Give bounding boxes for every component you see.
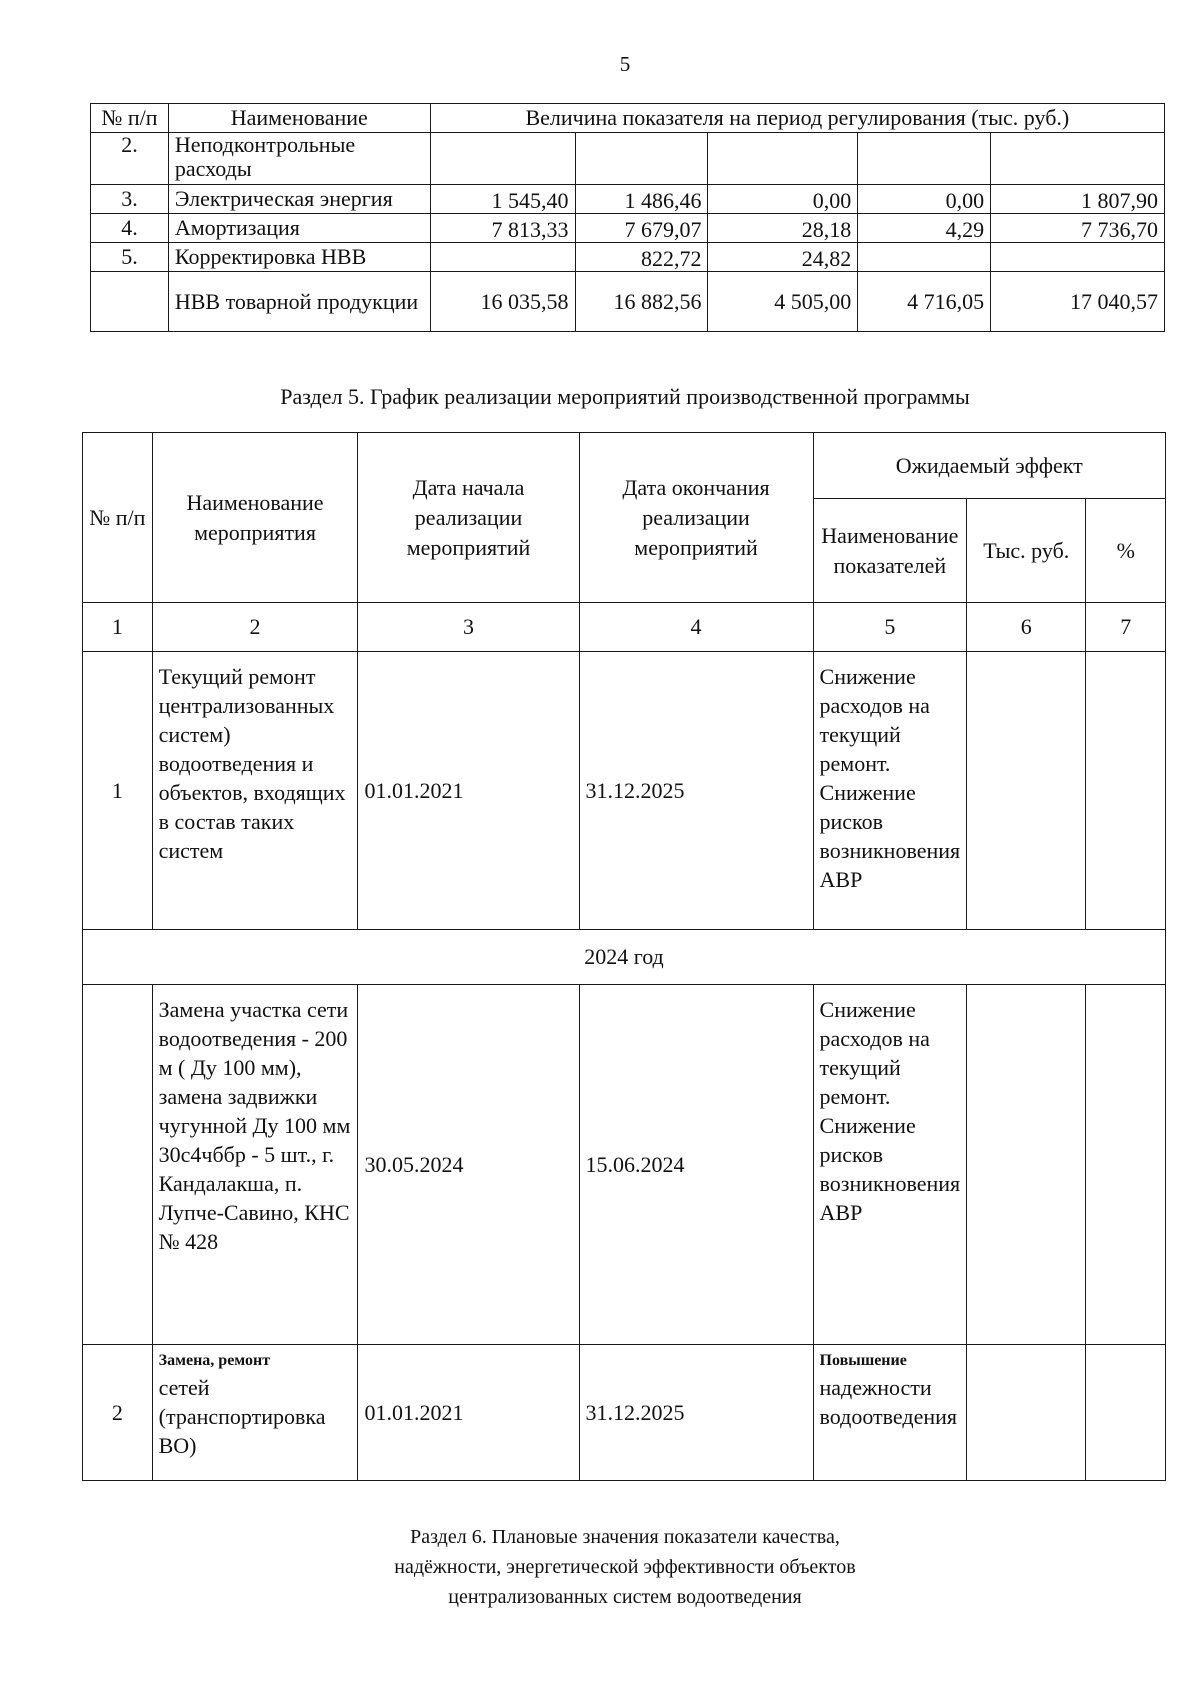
start-date: 01.01.2021 xyxy=(358,1345,579,1481)
cell: 4,29 xyxy=(858,214,991,243)
cell: 7 736,70 xyxy=(991,214,1165,243)
cell: 4 505,00 xyxy=(708,272,858,332)
year-label: 2024 год xyxy=(83,930,1166,985)
row-name: НВВ товарной продукции xyxy=(168,272,430,332)
end-date: 31.12.2025 xyxy=(579,652,813,930)
table-row xyxy=(91,185,1165,214)
row-num: 2. xyxy=(91,133,169,185)
activity-name-first-line: Замена, ремонт xyxy=(158,1352,271,1369)
index-cell: 4 xyxy=(579,603,813,652)
activity-name xyxy=(152,1345,358,1481)
col-header-effect-pct: % xyxy=(1086,499,1166,603)
cell: 7 679,07 xyxy=(575,214,708,243)
section6-line: централизованных систем водоотведения xyxy=(448,1586,802,1608)
header-row-1 xyxy=(83,433,1166,499)
index-cell: 3 xyxy=(358,603,579,652)
header-num: № п/п xyxy=(91,104,169,133)
effect-name xyxy=(813,1345,967,1481)
end-date: 31.12.2025 xyxy=(579,1345,813,1481)
cell: 16 035,58 xyxy=(430,272,575,332)
cell: 1 486,46 xyxy=(575,185,708,214)
section6-line: Раздел 6. Плановые значения показатели качества, xyxy=(410,1526,840,1548)
cell: 4 716,05 xyxy=(858,272,991,332)
effect-pct xyxy=(1086,652,1166,930)
cell: 1 807,90 xyxy=(991,185,1165,214)
activity-name-rest: сетей (транспортировка ВО) xyxy=(158,1375,326,1458)
header-value: Величина показателя на период регулирования (тыс. руб.) xyxy=(430,104,1164,133)
col-header-start: Дата начала реализации мероприятий xyxy=(358,433,579,603)
financial-table xyxy=(90,103,1165,332)
row-num: 5. xyxy=(91,243,169,272)
activity-name: Замена участка сети водоотведения - 200 м ( Ду 100 мм), замена задвижки чугунной Ду 100 мм 30с4чббр - 5 шт., г. Кандалакша, п. Лупче-Савино, КНС № 428 xyxy=(152,985,358,1345)
row-name: Амортизация xyxy=(168,214,430,243)
row-num xyxy=(83,985,153,1345)
table-row-total xyxy=(91,272,1165,332)
table-row xyxy=(91,243,1165,272)
section6-line: надёжности, энергетической эффективности объектов xyxy=(394,1556,856,1578)
col-header-effect-name: Наименование показателей xyxy=(813,499,967,603)
cell xyxy=(858,133,991,185)
row-num: 2 xyxy=(83,1345,153,1481)
effect-rub xyxy=(967,652,1086,930)
table-row xyxy=(83,1345,1166,1481)
cell: 822,72 xyxy=(575,243,708,272)
cell xyxy=(991,243,1165,272)
cell xyxy=(575,133,708,185)
cell xyxy=(430,243,575,272)
start-date: 30.05.2024 xyxy=(358,985,579,1345)
table-row xyxy=(91,214,1165,243)
cell xyxy=(991,133,1165,185)
cell: 0,00 xyxy=(858,185,991,214)
cell: 16 882,56 xyxy=(575,272,708,332)
col-header-name: Наименование мероприятия xyxy=(152,433,358,603)
col-header-num: № п/п xyxy=(83,433,153,603)
effect-pct xyxy=(1086,1345,1166,1481)
col-header-end: Дата окончания реализации мероприятий xyxy=(579,433,813,603)
row-num: 3. xyxy=(91,185,169,214)
end-date: 15.06.2024 xyxy=(579,985,813,1345)
effect-rub xyxy=(967,985,1086,1345)
index-cell: 6 xyxy=(967,603,1086,652)
index-cell: 5 xyxy=(813,603,967,652)
table-row xyxy=(83,985,1166,1345)
row-name: Неподконтрольные расходы xyxy=(168,133,430,185)
cell: 0,00 xyxy=(708,185,858,214)
header-name: Наименование xyxy=(168,104,430,133)
index-cell: 2 xyxy=(152,603,358,652)
cell xyxy=(708,133,858,185)
section5-title: Раздел 5. График реализации мероприятий производственной программы xyxy=(280,384,970,409)
index-cell: 1 xyxy=(83,603,153,652)
effect-name-rest: надежности водоотведения xyxy=(819,1375,957,1429)
cell: 24,82 xyxy=(708,243,858,272)
year-row xyxy=(83,930,1166,985)
row-name: Корректировка НВВ xyxy=(168,243,430,272)
index-row xyxy=(83,603,1166,652)
effect-name: Снижение расходов на текущий ремонт. Снижение рисков возникновения АВР xyxy=(813,652,967,930)
effect-name-first-line: Повышение xyxy=(819,1352,907,1369)
cell xyxy=(858,243,991,272)
row-num xyxy=(91,272,169,332)
table-header-row xyxy=(91,104,1165,133)
section6-title xyxy=(0,1522,1200,1612)
row-num: 1 xyxy=(83,652,153,930)
schedule-table xyxy=(82,432,1166,1481)
start-date: 01.01.2021 xyxy=(358,652,579,930)
cell: 1 545,40 xyxy=(430,185,575,214)
table-row xyxy=(83,652,1166,930)
col-header-effect-rub: Тыс. руб. xyxy=(967,499,1086,603)
cell: 17 040,57 xyxy=(991,272,1165,332)
table-row xyxy=(91,133,1165,185)
activity-name: Текущий ремонт централизованных систем) водоотведения и объектов, входящих в состав таких систем xyxy=(152,652,358,930)
effect-pct xyxy=(1086,985,1166,1345)
index-cell: 7 xyxy=(1086,603,1166,652)
row-num: 4. xyxy=(91,214,169,243)
col-header-effect: Ожидаемый эффект xyxy=(813,433,1165,499)
cell xyxy=(430,133,575,185)
page-number: 5 xyxy=(619,52,631,76)
cell: 28,18 xyxy=(708,214,858,243)
effect-name: Снижение расходов на текущий ремонт. Снижение рисков возникновения АВР xyxy=(813,985,967,1345)
cell: 7 813,33 xyxy=(430,214,575,243)
row-name: Электрическая энергия xyxy=(168,185,430,214)
effect-rub xyxy=(967,1345,1086,1481)
